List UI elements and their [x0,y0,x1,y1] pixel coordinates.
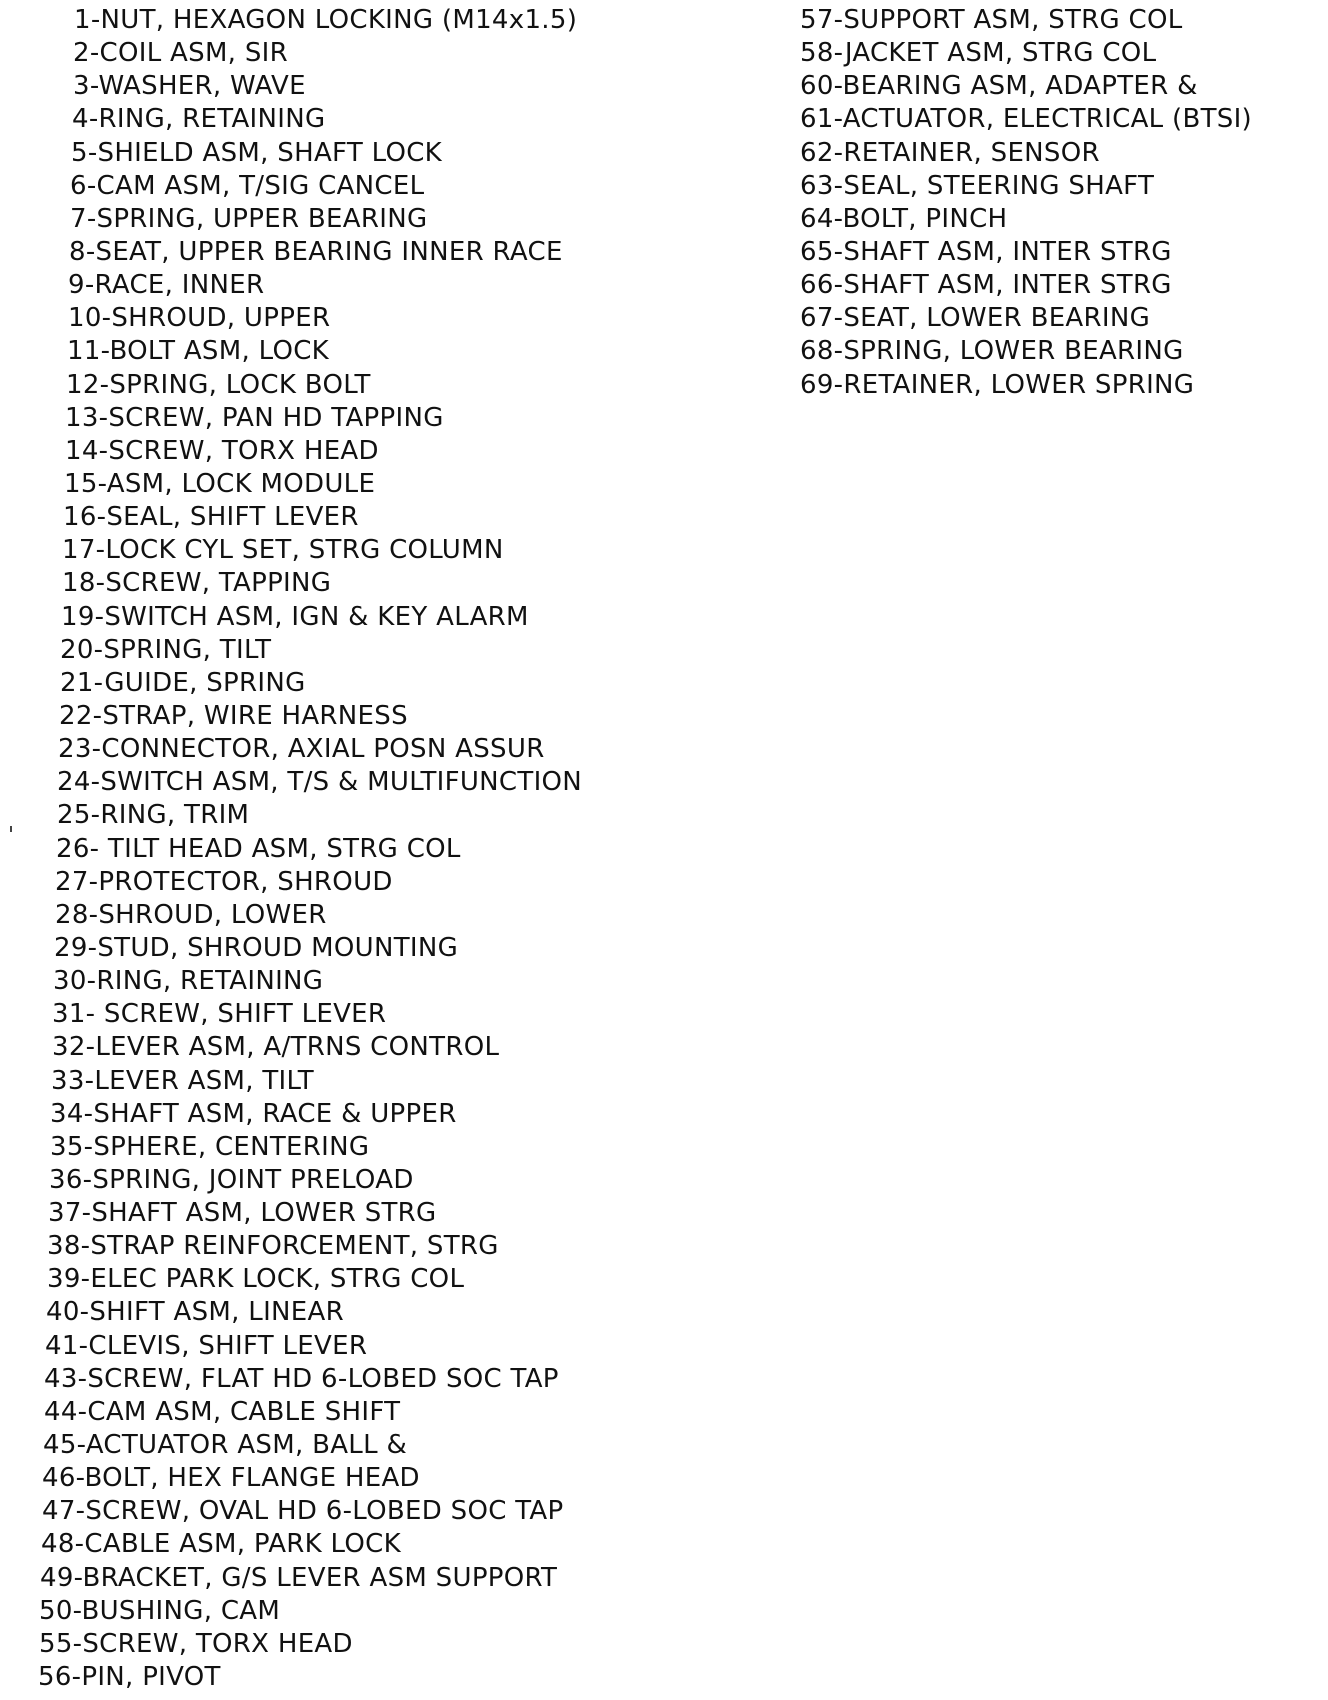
parts-list-item: 36-SPRING, JOINT PRELOAD [49,1164,414,1195]
parts-list-item: 25-RING, TRIM [57,800,250,831]
parts-list-item: 62-RETAINER, SENSOR [800,137,1100,168]
parts-list-item: 38-STRAP REINFORCEMENT, STRG [47,1231,499,1262]
parts-list-item: 35-SPHERE, CENTERING [50,1131,370,1162]
parts-list-item: 1-NUT, HEXAGON LOCKING (M14x1.5) [74,5,578,35]
parts-list-item: 4-RING, RETAINING [72,104,326,135]
parts-list-item: 48-CABLE ASM, PARK LOCK [41,1529,401,1560]
parts-list-item: 9-RACE, INNER [68,270,265,301]
parts-list-item: 24-SWITCH ASM, T/S & MULTIFUNCTION [57,767,583,798]
parts-list-item: 33-LEVER ASM, TILT [51,1065,314,1096]
scan-speck [10,826,12,832]
parts-list-item: 46-BOLT, HEX FLANGE HEAD [42,1463,420,1494]
parts-list-item: 10-SHROUD, UPPER [68,303,331,334]
parts-list-item: 69-RETAINER, LOWER SPRING [800,369,1195,400]
parts-list-item: 22-STRAP, WIRE HARNESS [59,700,408,731]
parts-list-item: 27-PROTECTOR, SHROUD [55,866,393,897]
parts-list-left-column [0,4,700,1694]
parts-list-item: 17-LOCK CYL SET, STRG COLUMN [62,535,504,566]
parts-list-item: 21-GUIDE, SPRING [60,667,306,698]
parts-list-item: 50-BUSHING, CAM [39,1595,281,1626]
parts-list-item: 19-SWITCH ASM, IGN & KEY ALARM [61,601,529,632]
parts-list-item: 37-SHAFT ASM, LOWER STRG [48,1198,437,1229]
parts-list-item: 40-SHIFT ASM, LINEAR [46,1297,344,1328]
parts-list-item: 12-SPRING, LOCK BOLT [66,369,371,400]
parts-list-item: 13-SCREW, PAN HD TAPPING [65,402,444,433]
parts-list-item: 49-BRACKET, G/S LEVER ASM SUPPORT [40,1562,558,1593]
parts-list-item: 47-SCREW, OVAL HD 6-LOBED SOC TAP [42,1496,564,1527]
parts-list-item: 66-SHAFT ASM, INTER STRG [800,270,1172,301]
parts-list-item: 55-SCREW, TORX HEAD [39,1628,353,1659]
parts-list-item: 56-PIN, PIVOT [38,1662,221,1693]
parts-list-item: 65-SHAFT ASM, INTER STRG [800,236,1172,267]
parts-list-item: 67-SEAT, LOWER BEARING [800,303,1151,334]
parts-list-item: 5-SHIELD ASM, SHAFT LOCK [71,137,443,168]
parts-list-item: 23-CONNECTOR, AXIAL POSN ASSUR [58,734,545,765]
parts-list-item: 43-SCREW, FLAT HD 6-LOBED SOC TAP [44,1363,559,1394]
parts-list-item: 11-BOLT ASM, LOCK [67,336,330,367]
parts-list-item: 6-CAM ASM, T/SIG CANCEL [70,170,425,201]
parts-list-item: 63-SEAL, STEERING SHAFT [800,170,1155,201]
parts-list-item: 2-COIL ASM, SIR [73,38,288,69]
parts-list-item: 60-BEARING ASM, ADAPTER & [800,71,1198,102]
parts-list-item: 29-STUD, SHROUD MOUNTING [54,932,459,963]
parts-list-item: 8-SEAT, UPPER BEARING INNER RACE [69,236,563,267]
parts-list-item: 3-WASHER, WAVE [73,71,306,102]
parts-list-item: 64-BOLT, PINCH [800,203,1008,234]
parts-list-item: 14-SCREW, TORX HEAD [65,435,379,466]
parts-list-item: 16-SEAL, SHIFT LEVER [63,502,359,533]
parts-list-item: 32-LEVER ASM, A/TRNS CONTROL [52,1032,500,1063]
parts-list-item: 58-JACKET ASM, STRG COL [800,38,1157,69]
parts-list-item: 39-ELEC PARK LOCK, STRG COL [47,1264,465,1295]
parts-list-item: 41-CLEVIS, SHIFT LEVER [45,1330,368,1361]
parts-list-item: 45-ACTUATOR ASM, BALL & [43,1430,408,1461]
parts-list-item: 68-SPRING, LOWER BEARING [800,336,1184,367]
parts-list-item: 31- SCREW, SHIFT LEVER [52,999,387,1030]
parts-list-item: 15-ASM, LOCK MODULE [64,468,376,499]
parts-list-right-column [800,4,1328,402]
parts-list-item: 44-CAM ASM, CABLE SHIFT [44,1396,401,1427]
parts-list-item: 57-SUPPORT ASM, STRG COL [800,5,1183,35]
parts-list-item: 28-SHROUD, LOWER [55,899,327,930]
parts-list-item: 30-RING, RETAINING [53,966,324,997]
parts-list-item: 26- TILT HEAD ASM, STRG COL [56,833,461,864]
parts-list-item: 18-SCREW, TAPPING [62,568,332,599]
parts-list-item: 7-SPRING, UPPER BEARING [70,203,428,234]
parts-list-item: 34-SHAFT ASM, RACE & UPPER [50,1098,457,1129]
parts-list-item: 20-SPRING, TILT [60,634,272,665]
parts-list-item: 61-ACTUATOR, ELECTRICAL (BTSI) [800,104,1252,135]
